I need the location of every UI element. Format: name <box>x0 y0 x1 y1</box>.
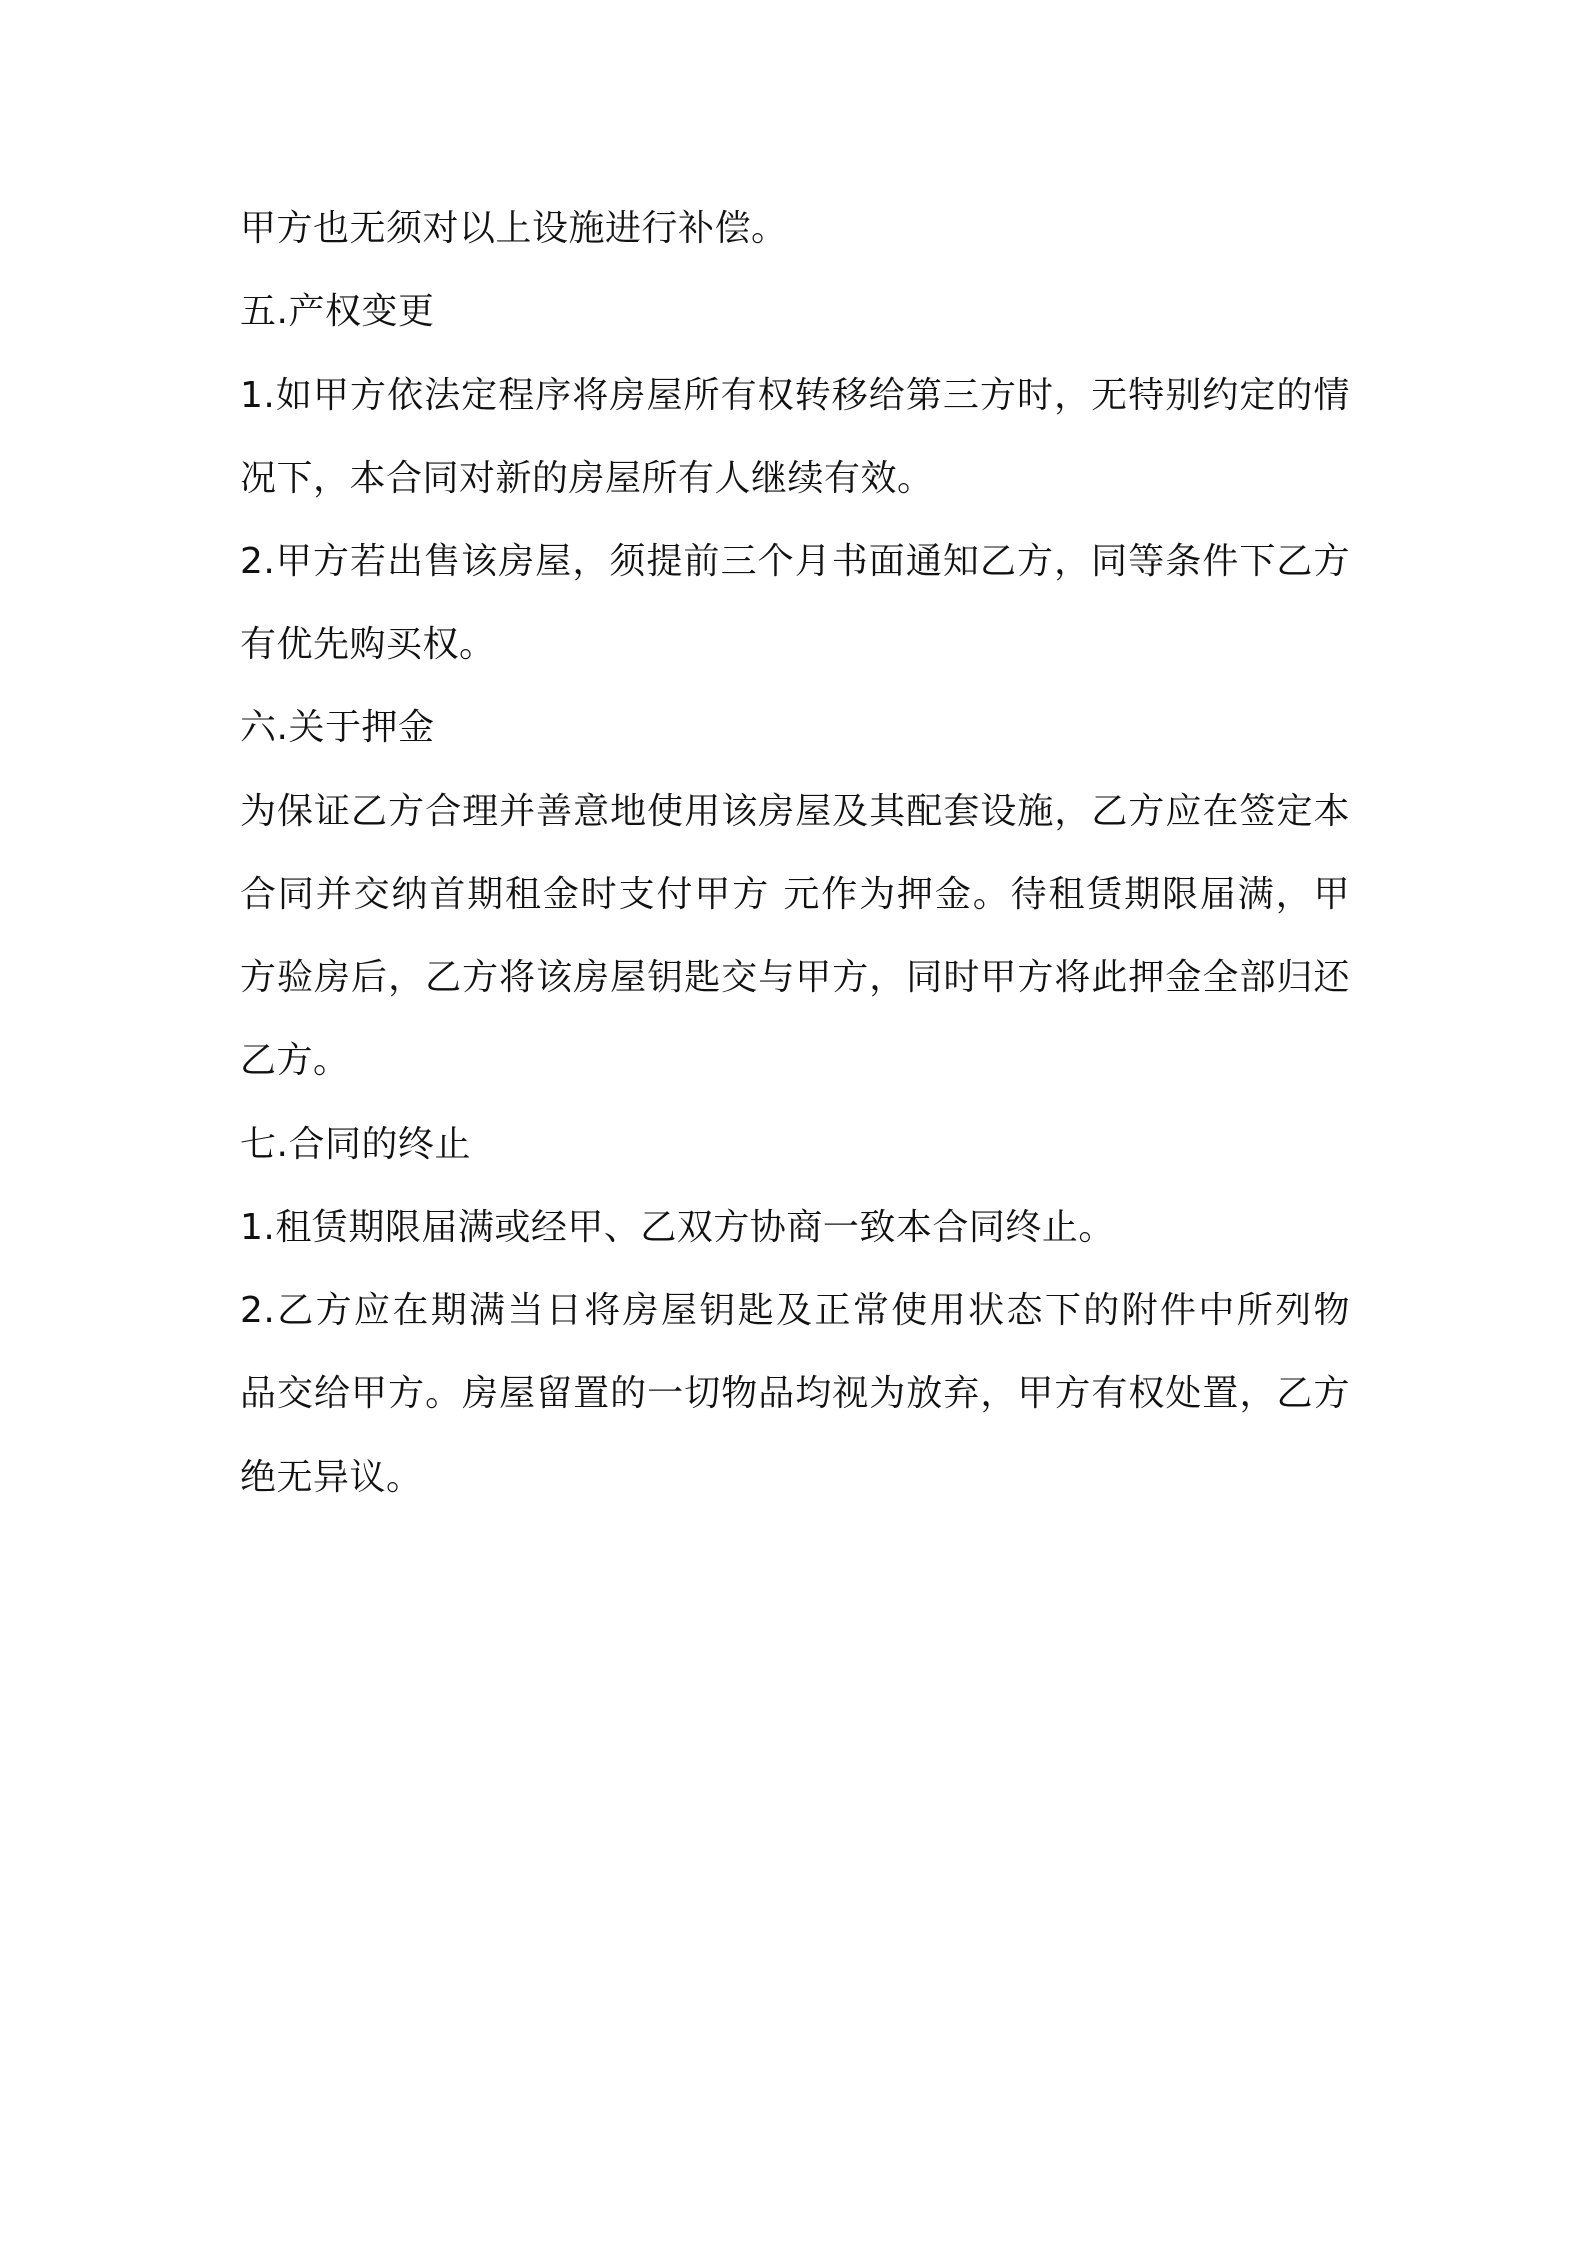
paragraph-line: 合同并交纳首期租金时支付甲方 元作为押金。待租赁期限届满，甲 <box>240 874 1350 915</box>
paragraph-line: 况下，本合同对新的房屋所有人继续有效。 <box>240 458 934 499</box>
paragraph-line: 甲方也无须对以上设施进行补偿。 <box>240 208 788 249</box>
paragraph-line: 2.甲方若出售该房屋，须提前三个月书面通知乙方，同等条件下乙方 <box>240 541 1350 582</box>
paragraph-line: 绝无异议。 <box>240 1457 423 1498</box>
section-heading: 五.产权变更 <box>240 291 435 332</box>
section-heading: 七.合同的终止 <box>240 1124 471 1165</box>
paragraph-line: 乙方。 <box>240 1040 350 1081</box>
paragraph-line: 为保证乙方合理并善意地使用该房屋及其配套设施，乙方应在签定本 <box>240 791 1350 832</box>
paragraph-line: 1.租赁期限届满或经甲、乙双方协商一致本合同终止。 <box>240 1207 1115 1248</box>
paragraph-line: 方验房后，乙方将该房屋钥匙交与甲方，同时甲方将此押金全部归还 <box>240 957 1350 998</box>
section-heading: 六.关于押金 <box>240 707 435 748</box>
paragraph-line: 1.如甲方依法定程序将房屋所有权转移给第三方时，无特别约定的情 <box>240 375 1350 416</box>
paragraph-line: 品交给甲方。房屋留置的一切物品均视为放弃，甲方有权处置，乙方 <box>240 1373 1350 1414</box>
paragraph-line: 有优先购买权。 <box>240 624 496 665</box>
paragraph-line: 2.乙方应在期满当日将房屋钥匙及正常使用状态下的附件中所列物 <box>240 1290 1350 1331</box>
